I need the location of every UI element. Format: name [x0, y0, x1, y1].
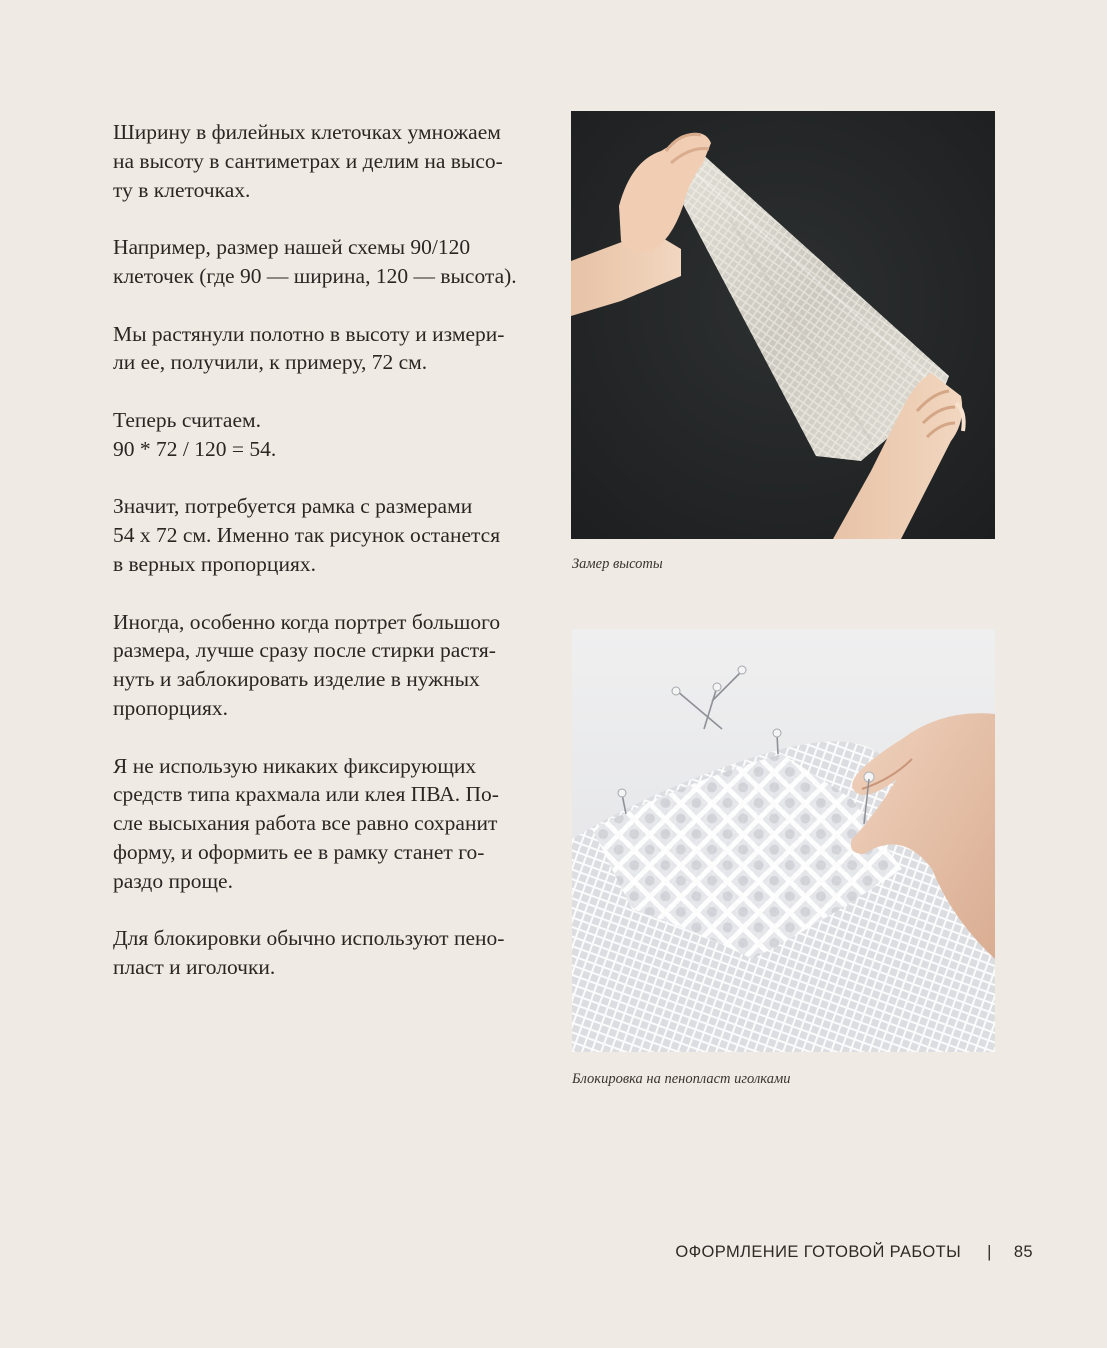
running-section-title: ОФОРМЛЕНИЕ ГОТОВОЙ РАБОТЫ [675, 1243, 962, 1261]
page-number: 85 [1013, 1243, 1033, 1261]
text-line: средств типа крахмала или клея ПВА. По- [113, 782, 499, 807]
text-line: размера, лучше сразу после стирки растя- [113, 638, 496, 663]
footer-separator: | [987, 1243, 992, 1261]
photo-blocking-with-pins [572, 629, 995, 1052]
text-line: Ширину в филейных клеточках умножаем [113, 120, 501, 144]
text-line: Мы растянули полотно в высоту и измери- [113, 321, 505, 346]
paragraph [113, 233, 537, 291]
text-line: сле высыхания работа все равно сохранит [113, 811, 498, 836]
text-line: Теперь считаем. [113, 407, 261, 432]
paragraph [113, 492, 537, 578]
text-line: Для блокировки обычно используют пено- [113, 926, 505, 951]
text-line: форму, и оформить ее в рамку станет го- [113, 839, 485, 864]
paragraph [113, 924, 537, 982]
text-line: Иногда, особенно когда портрет большого [113, 609, 501, 634]
paragraph [113, 118, 537, 204]
text-line: клеточек (где 90 — ширина, 120 — высота). [113, 263, 517, 288]
paragraph [113, 608, 537, 723]
page-footer [675, 1243, 1033, 1262]
text-line: 90 * 72 / 120 = 54. [113, 436, 277, 461]
photo-measuring-height [571, 111, 995, 539]
paragraph [113, 406, 537, 464]
paragraph [113, 320, 537, 378]
text-line: пропорциях. [113, 695, 229, 720]
text-line: ли ее, получили, к примеру, 72 см. [113, 350, 428, 375]
text-line: Например, размер нашей схемы 90/120 [113, 235, 471, 260]
text-line: пласт и иголочки. [113, 955, 276, 980]
paragraph [113, 752, 537, 896]
text-line: нуть и заблокировать изделие в нужных [113, 667, 480, 692]
text-line: ту в клеточках. [113, 177, 251, 202]
text-line: раздо проще. [113, 868, 233, 893]
body-text [113, 118, 537, 1011]
text-line: в верных пропорциях. [113, 551, 316, 576]
text-line: на высоту в сантиметрах и делим на высо- [113, 148, 503, 173]
text-line: 54 х 72 см. Именно так рисунок останется [113, 523, 501, 548]
figure-caption: Блокировка на пенопласт иголками [572, 1071, 791, 1087]
figure-caption: Замер высоты [572, 556, 663, 572]
text-line: Я не использую никаких фиксирующих [113, 753, 477, 778]
text-line: Значит, потребуется рамка с размерами [113, 494, 473, 519]
